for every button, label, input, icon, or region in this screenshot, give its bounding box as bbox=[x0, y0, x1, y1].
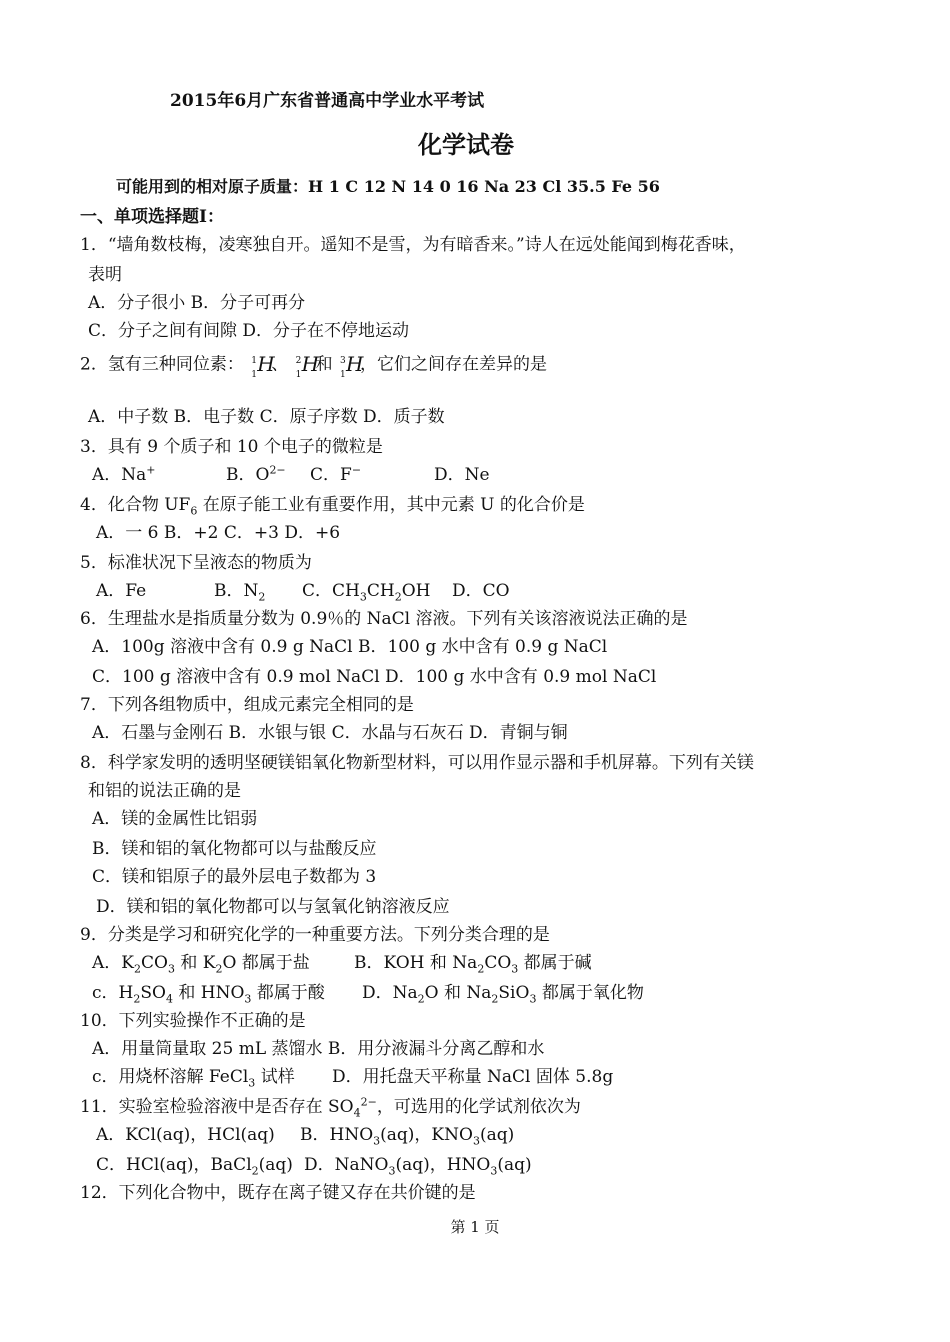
question-4-options: A．一 6 B．+2 C．+3 D．+6 bbox=[96, 523, 341, 543]
question-11-option-c: C．HCl(aq)，BaCl$_2$(aq) bbox=[96, 1155, 293, 1178]
question-1-options-cd: C．分子之间有间隙 D．分子在不停地运动 bbox=[88, 321, 410, 341]
isotope-h1: 1 1 H bbox=[251, 352, 275, 380]
question-9-option-b: B．KOH 和 $Na_2CO_3$ 都属于碱 bbox=[354, 953, 592, 976]
question-8-option-c: C．镁和铝原子的最外层电子数都为 3 bbox=[92, 867, 377, 887]
question-7-options: A．石墨与金刚石 B．水银与银 C．水晶与石灰石 D．青铜与铜 bbox=[92, 723, 568, 743]
question-9-option-d: D．$Na_2O$ 和 $Na_2SiO_3$ 都属于氧化物 bbox=[362, 983, 644, 1006]
question-3-option-c: C．F− bbox=[310, 463, 362, 485]
question-4-stem: 4．化合物 $UF_6$ 在原子能工业有重要作用，其中元素 U 的化合价是 bbox=[80, 495, 585, 518]
atomic-mass-note: 可能用到的相对原子质量：H 1 C 12 N 14 0 16 Na 23 Cl 35.5 Fe 56 bbox=[116, 177, 660, 196]
question-6-options-ab: A．100g 溶液中含有 0.9 g NaCl B．100 g 水中含有 0.9 g NaCl bbox=[92, 637, 608, 657]
question-9-option-c: c．$H_2SO_4$ 和 $HNO_3$ 都属于酸 bbox=[92, 983, 325, 1006]
page-number: 第 1 页 bbox=[450, 1218, 500, 1236]
exam-title: 2015年6月广东省普通高中学业水平考试 bbox=[170, 91, 485, 111]
question-9-option-a: A．$K_2CO_3$ 和 $K_2O$ 都属于盐 bbox=[92, 953, 310, 976]
question-8-stem-cont: 和铝的说法正确的是 bbox=[88, 781, 241, 801]
question-5-stem: 5．标准状况下呈液态的物质为 bbox=[80, 553, 312, 573]
question-1-stem-cont: 表明 bbox=[88, 265, 122, 285]
isotope-h2: 2 1 H bbox=[295, 352, 320, 380]
question-7-stem: 7．下列各组物质中，组成元素完全相同的是 bbox=[80, 695, 414, 715]
question-3-option-b: B．$O^{2-}$ bbox=[226, 463, 286, 485]
question-10-option-d: D．用托盘天平称量 NaCl 固体 5.8g bbox=[332, 1067, 614, 1087]
question-10-option-c: c．用烧杯溶解 FeCl$_3$ 试样 bbox=[92, 1067, 295, 1090]
question-11-option-a: A．KCl(aq)，HCl(aq) bbox=[96, 1125, 275, 1145]
question-11-stem: 11．实验室检验溶液中是否存在 $SO_4^{2-}$，可选用的化学试剂依次为 bbox=[80, 1095, 581, 1120]
exam-subtitle: 化学试卷 bbox=[418, 130, 514, 159]
question-8-option-a: A．镁的金属性比铝弱 bbox=[92, 809, 258, 829]
question-6-stem: 6．生理盐水是指质量分数为 0.9％的 NaCl 溶液。下列有关该溶液说法正确的是 bbox=[80, 609, 688, 629]
question-1-options-ab: A．分子很小 B．分子可再分 bbox=[88, 293, 306, 313]
question-5-option-d: D．CO bbox=[452, 581, 510, 601]
question-10-stem: 10．下列实验操作不正确的是 bbox=[80, 1011, 306, 1031]
question-3-stem: 3．具有 9 个质子和 10 个电子的微粒是 bbox=[80, 437, 383, 457]
question-11-option-b: B．$HNO_3(aq)$，$KNO_3(aq)$ bbox=[300, 1125, 515, 1148]
isotope-h3: 3 1 H bbox=[340, 352, 364, 380]
question-3-option-a: A．Na+ bbox=[92, 463, 156, 485]
question-2-options: A．中子数 B．电子数 C．原子序数 D．质子数 bbox=[88, 407, 445, 427]
question-8-stem: 8．科学家发明的透明坚硬镁铝氧化物新型材料，可以用作显示器和手机屏幕。下列有关镁 bbox=[80, 753, 754, 773]
question-5-option-b: B．$N_2$ bbox=[214, 581, 266, 604]
question-2-stem: 2．氢有三种同位素： 1 1 H 、 2 1 H 和 3 1 H ，它们之间存在差异的是 bbox=[80, 352, 548, 380]
question-1-stem: 1．“墙角数枝梅，凌寒独自开。遥知不是雪，为有暗香来。”诗人在远处能闻到梅花香味， bbox=[80, 235, 746, 255]
question-8-option-b: B．镁和铝的氧化物都可以与盐酸反应 bbox=[92, 839, 377, 859]
question-11-option-d: D．NaNO$_3$(aq)，$HNO_3(aq)$ bbox=[304, 1155, 532, 1178]
question-10-options-ab: A．用量筒量取 25 mL 蒸馏水 B．用分液漏斗分离乙醇和水 bbox=[92, 1039, 545, 1059]
question-5-option-c: C．$CH_3CH_2OH$ bbox=[302, 581, 431, 604]
section-heading: 一、单项选择题Ⅰ： bbox=[80, 207, 224, 227]
question-12-stem: 12．下列化合物中，既存在离子键又存在共价键的是 bbox=[80, 1183, 476, 1203]
question-6-options-cd: C．100 g 溶液中含有 0.9 mol NaCl D．100 g 水中含有 0.9 mol NaCl bbox=[92, 667, 657, 687]
question-3-option-d: D．Ne bbox=[434, 465, 490, 485]
question-8-option-d: D．镁和铝的氧化物都可以与氢氧化钠溶液反应 bbox=[96, 897, 450, 917]
question-9-stem: 9．分类是学习和研究化学的一种重要方法。下列分类合理的是 bbox=[80, 925, 550, 945]
question-5-option-a: A．Fe bbox=[96, 581, 147, 601]
